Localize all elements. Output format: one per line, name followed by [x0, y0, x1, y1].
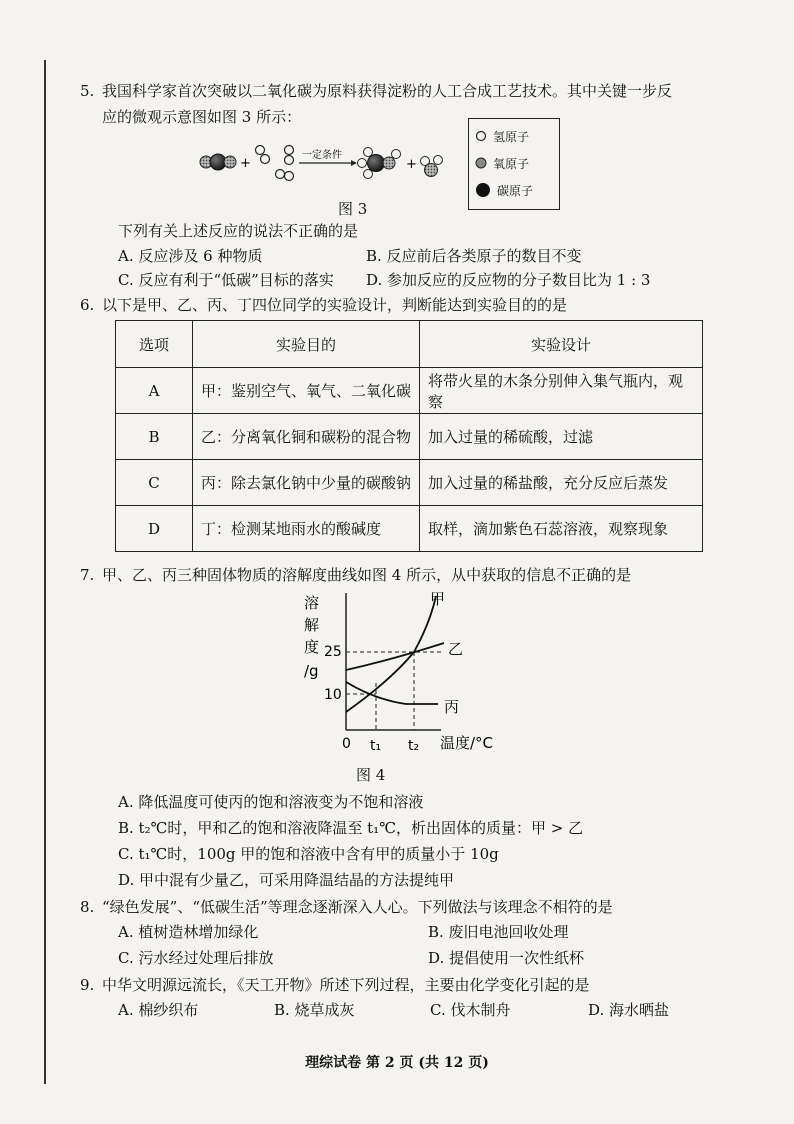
q7-option-c[interactable]: C. t₁℃时，100g 甲的饱和溶液中含有甲的质量小于 10g: [118, 845, 499, 863]
oxygen-atom-icon: [475, 157, 487, 169]
q5-option-b[interactable]: B. 反应前后各类原子的数目不变: [366, 247, 582, 265]
hydrogen-atom: [276, 170, 285, 179]
x-tick-label: t₂: [408, 738, 420, 754]
x-axis-label: 温度/°C: [440, 734, 494, 752]
q5-option-d[interactable]: D. 参加反应的反应物的分子数目比为 1 : 3: [366, 271, 651, 289]
carbon-atom: [368, 155, 385, 172]
figure-4-label: 图 4: [356, 766, 386, 784]
origin-label: 0: [342, 736, 351, 752]
y-tick-label: 25: [324, 644, 342, 660]
arrow-head-icon: [351, 160, 357, 166]
q6-number: 6.: [80, 296, 95, 314]
q6-text: 以下是甲、乙、丙、丁四位同学的实验设计，判断能达到实验目的的是: [102, 296, 568, 314]
table-cell: B: [116, 414, 193, 460]
hydrogen-atom: [261, 155, 270, 164]
hydrogen-atom: [358, 159, 367, 168]
q7-text: 甲、乙、丙三种固体物质的溶解度曲线如图 4 所示，从中获取的信息不正确的是: [102, 566, 632, 584]
table-row: [116, 368, 703, 414]
series-label-bing: 丙: [444, 698, 460, 716]
oxygen-atom: [224, 156, 236, 168]
q8-stem: [80, 894, 613, 920]
solubility-curve-chart: [296, 588, 516, 758]
series-jia-curve: [346, 596, 436, 712]
q9-stem: [80, 972, 590, 998]
table-cell: 取样，滴加紫色石蕊溶液，观察现象: [420, 506, 703, 552]
table-cell: 丁：检测某地雨水的酸碱度: [193, 506, 420, 552]
x-tick-label: t₁: [370, 738, 382, 754]
hydrogen-atom: [285, 146, 294, 155]
series-label-jia: 甲: [430, 590, 446, 608]
q7-option-a[interactable]: A. 降低温度可使丙的饱和溶液变为不饱和溶液: [118, 793, 424, 811]
water-molecule: [421, 156, 443, 177]
table-header: 选项: [116, 321, 193, 368]
q9-number: 9.: [80, 976, 95, 994]
q5-line2: 应的微观示意图如图 3 所示：: [102, 108, 302, 126]
hydrogen-atom: [256, 146, 265, 155]
q7-option-b[interactable]: B. t₂℃时，甲和乙的饱和溶液降温至 t₁℃，析出固体的质量：甲 > 乙: [118, 819, 584, 837]
q9-text: 中华文明源远流长，《天工开物》所述下列过程，主要由化学变化引起的是: [102, 976, 590, 994]
q5-number: 5.: [80, 82, 95, 100]
table-row: [116, 460, 703, 506]
figure-3-label: 图 3: [338, 200, 368, 218]
q8-number: 8.: [80, 898, 95, 916]
table-header: 实验设计: [420, 321, 703, 368]
h2-molecules: [256, 146, 294, 181]
legend-hydrogen: [475, 125, 529, 147]
series-label-yi: 乙: [448, 640, 464, 658]
y-axis-label-line: 解: [304, 616, 320, 634]
q7-stem: [80, 562, 631, 588]
q7-option-d[interactable]: D. 甲中混有少量乙，可采用降温结晶的方法提纯甲: [118, 871, 455, 889]
q5-reaction-diagram: [196, 138, 466, 194]
methanol-molecule: [358, 148, 401, 179]
table-header: 实验目的: [193, 321, 420, 368]
co2-molecule: [200, 154, 236, 170]
q8-option-d[interactable]: D. 提倡使用一次性纸杯: [428, 949, 585, 967]
table-row: [116, 414, 703, 460]
table-header-row: [116, 321, 703, 368]
legend-carbon: [475, 179, 533, 201]
q6-stem: [80, 292, 567, 318]
table-cell: 将带火星的木条分别伸入集气瓶内，观察: [420, 368, 703, 414]
hydrogen-atom: [392, 150, 401, 159]
q8-option-b[interactable]: B. 废旧电池回收处理: [428, 923, 569, 941]
q8-option-c[interactable]: C. 污水经过处理后排放: [118, 949, 274, 967]
table-cell: C: [116, 460, 193, 506]
page-footer: 理综试卷 第 2 页 (共 12 页): [305, 1055, 489, 1071]
table-cell: 丙：除去氯化钠中少量的碳酸钠: [193, 460, 420, 506]
q6-experiment-table: [115, 320, 703, 552]
y-axis-label-line: 度: [304, 638, 320, 656]
hydrogen-atom: [285, 156, 294, 165]
q9-option-d[interactable]: D. 海水晒盐: [588, 1001, 670, 1019]
q8-option-a[interactable]: A. 植树造林增加绿化: [118, 923, 259, 941]
y-axis-label-line: /g: [304, 662, 319, 680]
table-cell: 加入过量的稀盐酸，充分反应后蒸发: [420, 460, 703, 506]
hydrogen-atom: [364, 148, 373, 157]
legend-label: 碳原子: [497, 183, 534, 198]
table-cell: 乙：分离氧化铜和碳粉的混合物: [193, 414, 420, 460]
q8-text: “绿色发展”、“低碳生活”等理念逐渐深入人心。下列做法与该理念不相符的是: [102, 898, 613, 916]
hydrogen-atom: [285, 172, 294, 181]
y-axis-label-line: 溶: [304, 594, 320, 612]
q5-option-c[interactable]: C. 反应有利于“低碳”目标的落实: [118, 271, 334, 289]
table-row: [116, 506, 703, 552]
plus-sign: +: [406, 157, 417, 172]
page-binding-edge: [44, 60, 46, 1084]
carbon-atom-icon: [475, 182, 491, 198]
q5-stem: [80, 78, 720, 130]
q5-line1: 我国科学家首次突破以二氧化碳为原料获得淀粉的人工合成工艺技术。其中关键一步反: [102, 82, 673, 100]
plus-sign: +: [240, 156, 251, 171]
table-cell: 加入过量的稀硫酸，过滤: [420, 414, 703, 460]
oxygen-atom: [383, 157, 395, 169]
hydrogen-atom-icon: [475, 130, 487, 142]
hydrogen-atom: [434, 156, 443, 165]
q9-option-a[interactable]: A. 棉纱织布: [118, 1001, 199, 1019]
q7-number: 7.: [80, 566, 95, 584]
legend-label: 氧原子: [493, 156, 530, 171]
series-yi-curve: [346, 643, 444, 670]
hydrogen-atom: [364, 170, 373, 179]
series-bing-curve: [346, 682, 438, 704]
q5-prompt: 下列有关上述反应的说法不正确的是: [118, 222, 359, 240]
legend-label: 氢原子: [493, 129, 530, 144]
hydrogen-atom: [421, 157, 430, 166]
q5-option-a[interactable]: A. 反应涉及 6 种物质: [118, 247, 263, 265]
atom-legend: [468, 118, 560, 210]
q9-option-c[interactable]: C. 伐木制舟: [430, 1001, 511, 1019]
q9-option-b[interactable]: B. 烧草成灰: [274, 1001, 355, 1019]
y-tick-label: 10: [324, 687, 342, 703]
table-cell: A: [116, 368, 193, 414]
legend-oxygen: [475, 152, 529, 174]
table-cell: 甲：鉴别空气、氧气、二氧化碳: [193, 368, 420, 414]
table-cell: D: [116, 506, 193, 552]
reaction-condition: 一定条件: [302, 150, 342, 161]
